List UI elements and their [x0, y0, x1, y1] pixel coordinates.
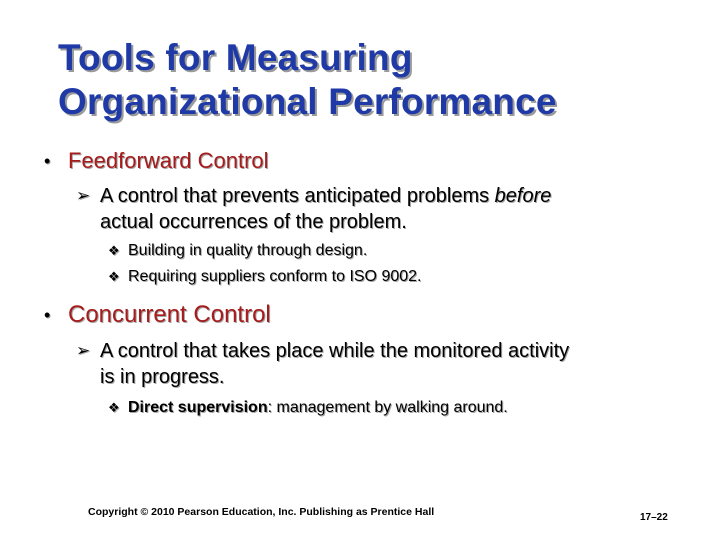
feedforward-example-1: [108, 240, 367, 262]
bullet-concurrent: [44, 302, 271, 328]
concurrent-definition-text: [76, 338, 569, 390]
example-bold-term: Direct supervision: [128, 399, 268, 416]
diamond-bullet-icon: ❖: [108, 243, 120, 258]
arrow-bullet-icon: ➢: [76, 186, 91, 205]
page-number: 17–22: [640, 512, 668, 523]
feedforward-definition-text: [76, 183, 551, 235]
feedforward-definition: [76, 183, 551, 235]
arrow-bullet-icon: ➢: [76, 341, 91, 360]
definition-line-1-start: A control that prevents anticipated problems: [100, 185, 495, 207]
concurrent-example-1: [108, 397, 508, 419]
example-text: [108, 397, 508, 419]
copyright-notice: Copyright © 2010 Pearson Education, Inc. Publishing as Prentice Hall: [88, 506, 435, 518]
example-text: Requiring suppliers conform to ISO 9002.: [128, 268, 422, 285]
diamond-bullet-icon: ❖: [108, 269, 120, 284]
example-text: Building in quality through design.: [128, 242, 368, 259]
round-bullet-icon: •: [44, 151, 51, 171]
definition-line-1: A control that takes place while the monitored activity: [100, 340, 570, 362]
title-line-2: Organizational Performance: [58, 81, 557, 122]
definition-line-2: is in progress.: [100, 366, 225, 388]
definition-line-2: actual occurrences of the problem.: [100, 211, 407, 233]
bullet-feedforward: [44, 148, 269, 174]
round-bullet-icon: •: [44, 305, 51, 325]
diamond-bullet-icon: ❖: [108, 400, 120, 415]
concurrent-heading: Concurrent Control: [68, 301, 271, 328]
concurrent-definition: [76, 338, 569, 390]
example-rest: : management by walking around.: [267, 399, 508, 416]
definition-emphasis: before: [494, 185, 552, 207]
feedforward-heading: Feedforward Control: [68, 148, 269, 173]
slide-title: [58, 36, 557, 124]
feedforward-example-2: [108, 266, 421, 288]
title-line-1: Tools for Measuring: [58, 37, 413, 78]
